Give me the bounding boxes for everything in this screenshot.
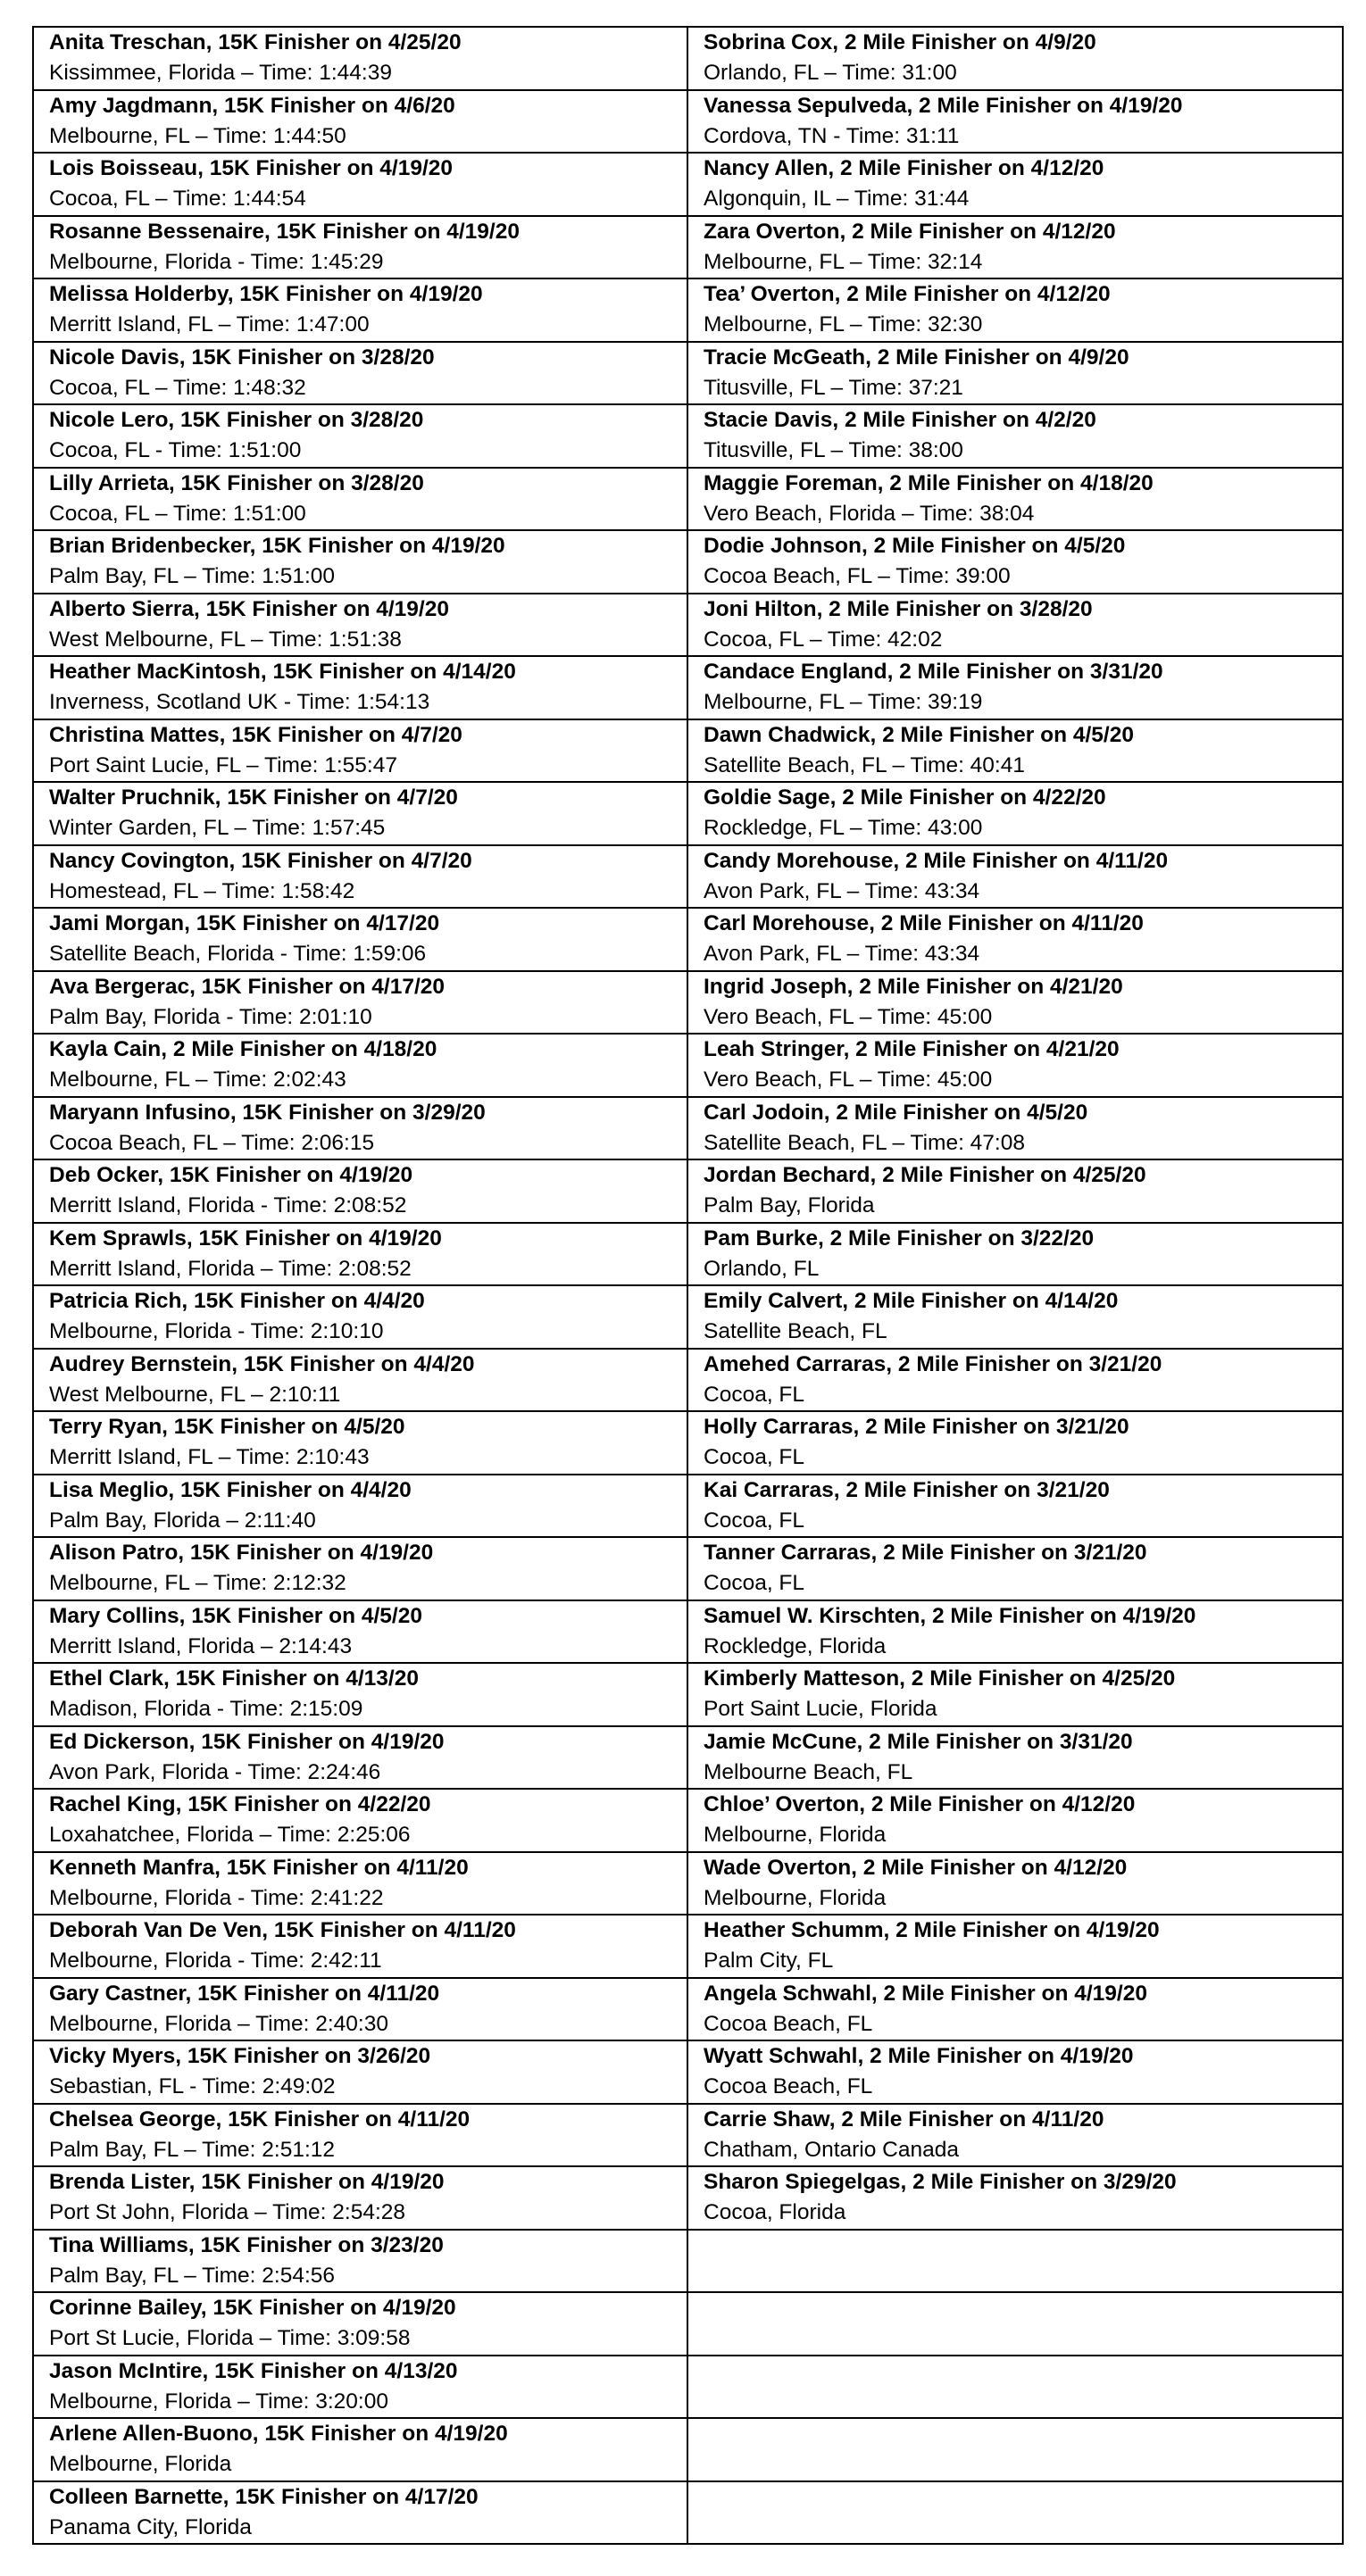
right-finisher-cell bbox=[687, 2104, 1343, 2167]
finisher-name: Sobrina Cox, 2 Mile Finisher on 4/9/20 bbox=[704, 30, 1096, 55]
finisher-name: Jami Morgan, 15K Finisher on 4/17/20 bbox=[49, 911, 440, 936]
table-row bbox=[33, 1663, 1343, 1726]
table-row bbox=[33, 404, 1343, 468]
right-finisher-cell bbox=[687, 216, 1343, 279]
table-row bbox=[33, 1600, 1343, 1664]
finisher-name: Lilly Arrieta, 15K Finisher on 3/28/20 bbox=[49, 470, 424, 495]
finisher-location-time: Cordova, TN - Time: 31:11 bbox=[704, 123, 960, 148]
finisher-location-time: Titusville, FL – Time: 38:00 bbox=[704, 438, 963, 463]
left-finisher-cell bbox=[33, 1789, 687, 1852]
finisher-name: Zara Overton, 2 Mile Finisher on 4/12/20 bbox=[704, 219, 1116, 244]
finisher-name: Ed Dickerson, 15K Finisher on 4/19/20 bbox=[49, 1729, 445, 1754]
right-empty-cell bbox=[687, 2292, 1343, 2356]
finisher-location-time: Cocoa, FL – Time: 1:44:54 bbox=[49, 187, 306, 212]
table-row bbox=[33, 153, 1343, 216]
right-finisher-cell bbox=[687, 530, 1343, 594]
finisher-name: Pam Burke, 2 Mile Finisher on 3/22/20 bbox=[704, 1226, 1095, 1251]
table-row bbox=[33, 27, 1343, 90]
finisher-location-time: Madison, Florida - Time: 2:15:09 bbox=[49, 1697, 363, 1722]
left-finisher-cell bbox=[33, 656, 687, 719]
finisher-name: Brian Bridenbecker, 15K Finisher on 4/19/20 bbox=[49, 534, 505, 559]
finisher-location-time: Melbourne, Florida bbox=[704, 1823, 887, 1848]
right-finisher-cell bbox=[687, 1159, 1343, 1223]
finisher-name: Lois Boisseau, 15K Finisher on 4/19/20 bbox=[49, 156, 454, 181]
finisher-name: Christina Mattes, 15K Finisher on 4/7/20 bbox=[49, 722, 462, 747]
left-finisher-cell bbox=[33, 342, 687, 405]
finisher-name: Terry Ryan, 15K Finisher on 4/5/20 bbox=[49, 1415, 405, 1440]
finisher-location-time: Satellite Beach, Florida - Time: 1:59:06 bbox=[49, 942, 427, 967]
right-finisher-cell bbox=[687, 1789, 1343, 1852]
left-finisher-cell bbox=[33, 1537, 687, 1600]
finisher-name: Brenda Lister, 15K Finisher on 4/19/20 bbox=[49, 2170, 445, 2195]
finisher-location-time: Melbourne, Florida - Time: 2:41:22 bbox=[49, 1885, 384, 1910]
finisher-location-time: Winter Garden, FL – Time: 1:57:45 bbox=[49, 816, 386, 841]
finisher-name: Jamie McCune, 2 Mile Finisher on 3/31/20 bbox=[704, 1729, 1133, 1754]
table-row bbox=[33, 2418, 1343, 2481]
table-row bbox=[33, 342, 1343, 405]
finisher-name: Mary Collins, 15K Finisher on 4/5/20 bbox=[49, 1603, 422, 1628]
left-finisher-cell bbox=[33, 1915, 687, 1978]
finisher-location-time: Titusville, FL – Time: 37:21 bbox=[704, 375, 963, 400]
finisher-location-time: Port Saint Lucie, Florida bbox=[704, 1697, 937, 1722]
finisher-name: Dodie Johnson, 2 Mile Finisher on 4/5/20 bbox=[704, 534, 1126, 559]
finisher-location-time: Palm Bay, Florida bbox=[704, 1193, 875, 1218]
right-empty-cell bbox=[687, 2230, 1343, 2293]
finisher-name: Deb Ocker, 15K Finisher on 4/19/20 bbox=[49, 1163, 413, 1188]
table-row bbox=[33, 1475, 1343, 1538]
finisher-location-time: Orlando, FL – Time: 31:00 bbox=[704, 61, 957, 86]
table-row bbox=[33, 782, 1343, 845]
finisher-name: Gary Castner, 15K Finisher on 4/11/20 bbox=[49, 1981, 440, 2006]
table-row bbox=[33, 1411, 1343, 1475]
right-finisher-cell bbox=[687, 1726, 1343, 1790]
right-finisher-cell bbox=[687, 782, 1343, 845]
finisher-name: Chelsea George, 15K Finisher on 4/11/20 bbox=[49, 2107, 471, 2131]
right-finisher-cell bbox=[687, 27, 1343, 90]
finishers-table-body bbox=[33, 27, 1343, 2544]
left-finisher-cell bbox=[33, 2040, 687, 2104]
right-finisher-cell bbox=[687, 1663, 1343, 1726]
right-finisher-cell bbox=[687, 153, 1343, 216]
finisher-location-time: Port St Lucie, Florida – Time: 3:09:58 bbox=[49, 2326, 411, 2351]
finisher-location-time: Vero Beach, FL – Time: 45:00 bbox=[704, 1004, 993, 1029]
finisher-location-time: Palm Bay, FL – Time: 1:51:00 bbox=[49, 564, 336, 589]
finisher-name: Kayla Cain, 2 Mile Finisher on 4/18/20 bbox=[49, 1037, 437, 1062]
finisher-name: Leah Stringer, 2 Mile Finisher on 4/21/20 bbox=[704, 1037, 1120, 1062]
finisher-name: Arlene Allen-Buono, 15K Finisher on 4/19/20 bbox=[49, 2422, 508, 2447]
left-finisher-cell bbox=[33, 971, 687, 1035]
table-row bbox=[33, 1097, 1343, 1160]
finisher-name: Dawn Chadwick, 2 Mile Finisher on 4/5/20 bbox=[704, 722, 1134, 747]
left-finisher-cell bbox=[33, 2481, 687, 2545]
finisher-name: Rosanne Bessenaire, 15K Finisher on 4/19/20 bbox=[49, 219, 520, 244]
finisher-name: Audrey Bernstein, 15K Finisher on 4/4/20 bbox=[49, 1351, 475, 1376]
finisher-location-time: Satellite Beach, FL – Time: 47:08 bbox=[704, 1130, 1025, 1155]
finisher-name: Walter Pruchnik, 15K Finisher on 4/7/20 bbox=[49, 785, 458, 810]
right-finisher-cell bbox=[687, 1285, 1343, 1349]
left-finisher-cell bbox=[33, 153, 687, 216]
finisher-location-time: Melbourne, FL – Time: 39:19 bbox=[704, 690, 983, 715]
right-finisher-cell bbox=[687, 1537, 1343, 1600]
finisher-name: Nicole Davis, 15K Finisher on 3/28/20 bbox=[49, 345, 435, 370]
finisher-name: Melissa Holderby, 15K Finisher on 4/19/20 bbox=[49, 282, 483, 307]
finisher-name: Kem Sprawls, 15K Finisher on 4/19/20 bbox=[49, 1226, 442, 1251]
right-finisher-cell bbox=[687, 278, 1343, 342]
finisher-location-time: Cocoa, FL – Time: 1:51:00 bbox=[49, 501, 306, 526]
left-finisher-cell bbox=[33, 1411, 687, 1475]
right-finisher-cell bbox=[687, 1034, 1343, 1097]
finisher-name: Alison Patro, 15K Finisher on 4/19/20 bbox=[49, 1541, 434, 1566]
table-row bbox=[33, 1915, 1343, 1978]
finisher-name: Wyatt Schwahl, 2 Mile Finisher on 4/19/20 bbox=[704, 2044, 1134, 2069]
finisher-location-time: Avon Park, FL – Time: 43:34 bbox=[704, 942, 980, 967]
finisher-location-time: Orlando, FL bbox=[704, 1256, 820, 1281]
right-finisher-cell bbox=[687, 1475, 1343, 1538]
finisher-name: Kenneth Manfra, 15K Finisher on 4/11/20 bbox=[49, 1855, 469, 1880]
table-row bbox=[33, 594, 1343, 657]
left-finisher-cell bbox=[33, 1600, 687, 1664]
finisher-name: Tracie McGeath, 2 Mile Finisher on 4/9/20 bbox=[704, 345, 1129, 370]
finisher-name: Carl Morehouse, 2 Mile Finisher on 4/11/20 bbox=[704, 911, 1144, 936]
finisher-name: Tina Williams, 15K Finisher on 3/23/20 bbox=[49, 2232, 444, 2257]
finisher-location-time: West Melbourne, FL – Time: 1:51:38 bbox=[49, 627, 402, 652]
finisher-name: Carrie Shaw, 2 Mile Finisher on 4/11/20 bbox=[704, 2107, 1104, 2131]
finisher-location-time: Melbourne, Florida bbox=[49, 2452, 232, 2477]
left-finisher-cell bbox=[33, 908, 687, 971]
right-finisher-cell bbox=[687, 908, 1343, 971]
finisher-name: Maggie Foreman, 2 Mile Finisher on 4/18/20 bbox=[704, 470, 1154, 495]
right-finisher-cell bbox=[687, 656, 1343, 719]
finisher-location-time: Cocoa, FL bbox=[704, 1445, 805, 1470]
finisher-location-time: Chatham, Ontario Canada bbox=[704, 2137, 959, 2162]
right-empty-cell bbox=[687, 2418, 1343, 2481]
finisher-location-time: Melbourne, FL – Time: 32:14 bbox=[704, 249, 983, 274]
finisher-name: Wade Overton, 2 Mile Finisher on 4/12/20 bbox=[704, 1855, 1128, 1880]
table-row bbox=[33, 2356, 1343, 2419]
finisher-name: Candy Morehouse, 2 Mile Finisher on 4/11/20 bbox=[704, 848, 1169, 873]
right-finisher-cell bbox=[687, 1349, 1343, 1412]
table-row bbox=[33, 1726, 1343, 1790]
finisher-location-time: Merritt Island, Florida - Time: 2:08:52 bbox=[49, 1193, 407, 1218]
finisher-name: Kai Carraras, 2 Mile Finisher on 3/21/20 bbox=[704, 1477, 1110, 1502]
left-finisher-cell bbox=[33, 1663, 687, 1726]
finisher-name: Kimberly Matteson, 2 Mile Finisher on 4/25/20 bbox=[704, 1666, 1176, 1691]
finisher-location-time: Palm Bay, Florida - Time: 2:01:10 bbox=[49, 1004, 372, 1029]
finisher-location-time: Cocoa, FL bbox=[704, 1571, 805, 1596]
finisher-name: Joni Hilton, 2 Mile Finisher on 3/28/20 bbox=[704, 596, 1093, 621]
left-finisher-cell bbox=[33, 1852, 687, 1915]
finisher-location-time: Cocoa, FL - Time: 1:51:00 bbox=[49, 438, 302, 463]
finisher-location-time: Port Saint Lucie, FL – Time: 1:55:47 bbox=[49, 752, 397, 777]
left-finisher-cell bbox=[33, 1726, 687, 1790]
table-row bbox=[33, 1349, 1343, 1412]
finisher-location-time: Palm Bay, FL – Time: 2:51:12 bbox=[49, 2137, 336, 2162]
table-row bbox=[33, 1285, 1343, 1349]
finisher-location-time: Satellite Beach, FL – Time: 40:41 bbox=[704, 752, 1025, 777]
finisher-location-time: Melbourne, Florida - Time: 2:42:11 bbox=[49, 1949, 382, 1974]
finisher-name: Jason McIntire, 15K Finisher on 4/13/20 bbox=[49, 2358, 458, 2383]
finisher-name: Nancy Covington, 15K Finisher on 4/7/20 bbox=[49, 848, 472, 873]
finisher-location-time: Melbourne, FL – Time: 2:12:32 bbox=[49, 1571, 346, 1596]
finisher-name: Ava Bergerac, 15K Finisher on 4/17/20 bbox=[49, 974, 446, 999]
right-empty-cell bbox=[687, 2356, 1343, 2419]
finisher-location-time: Melbourne, Florida - Time: 2:10:10 bbox=[49, 1319, 384, 1344]
finisher-name: Alberto Sierra, 15K Finisher on 4/19/20 bbox=[49, 596, 449, 621]
left-finisher-cell bbox=[33, 530, 687, 594]
finisher-name: Chloe’ Overton, 2 Mile Finisher on 4/12/20 bbox=[704, 1792, 1136, 1817]
left-finisher-cell bbox=[33, 90, 687, 154]
table-row bbox=[33, 278, 1343, 342]
table-row bbox=[33, 908, 1343, 971]
right-finisher-cell bbox=[687, 719, 1343, 783]
table-row bbox=[33, 216, 1343, 279]
table-row bbox=[33, 845, 1343, 909]
finisher-location-time: Merritt Island, FL – Time: 1:47:00 bbox=[49, 312, 370, 337]
table-row bbox=[33, 2166, 1343, 2230]
right-finisher-cell bbox=[687, 1978, 1343, 2041]
table-row bbox=[33, 2292, 1343, 2356]
table-row bbox=[33, 1852, 1343, 1915]
table-row bbox=[33, 1159, 1343, 1223]
finisher-name: Corinne Bailey, 15K Finisher on 4/19/20 bbox=[49, 2296, 456, 2321]
table-row bbox=[33, 1223, 1343, 1286]
finisher-location-time: Port St John, Florida – Time: 2:54:28 bbox=[49, 2200, 406, 2225]
table-row bbox=[33, 719, 1343, 783]
finisher-location-time: Melbourne, Florida – Time: 3:20:00 bbox=[49, 2389, 388, 2414]
table-row bbox=[33, 971, 1343, 1035]
right-finisher-cell bbox=[687, 1223, 1343, 1286]
right-finisher-cell bbox=[687, 90, 1343, 154]
right-finisher-cell bbox=[687, 1097, 1343, 1160]
table-row bbox=[33, 1537, 1343, 1600]
finisher-name: Holly Carraras, 2 Mile Finisher on 3/21/20 bbox=[704, 1415, 1129, 1440]
left-finisher-cell bbox=[33, 1475, 687, 1538]
left-finisher-cell bbox=[33, 404, 687, 468]
right-finisher-cell bbox=[687, 1600, 1343, 1664]
finisher-location-time: Melbourne, FL – Time: 2:02:43 bbox=[49, 1068, 346, 1093]
finisher-location-time: Avon Park, Florida - Time: 2:24:46 bbox=[49, 1759, 381, 1784]
left-finisher-cell bbox=[33, 1223, 687, 1286]
left-finisher-cell bbox=[33, 1034, 687, 1097]
left-finisher-cell bbox=[33, 2356, 687, 2419]
finisher-name: Anita Treschan, 15K Finisher on 4/25/20 bbox=[49, 30, 462, 55]
finisher-name: Vanessa Sepulveda, 2 Mile Finisher on 4/19/20 bbox=[704, 93, 1183, 118]
finisher-name: Ethel Clark, 15K Finisher on 4/13/20 bbox=[49, 1666, 419, 1691]
finisher-location-time: Algonquin, IL – Time: 31:44 bbox=[704, 187, 970, 212]
left-finisher-cell bbox=[33, 594, 687, 657]
finisher-location-time: Loxahatchee, Florida – Time: 2:25:06 bbox=[49, 1823, 411, 1848]
finisher-name: Maryann Infusino, 15K Finisher on 3/29/20 bbox=[49, 1100, 486, 1125]
finisher-location-time: Cocoa, FL bbox=[704, 1382, 805, 1407]
finisher-location-time: Avon Park, FL – Time: 43:34 bbox=[704, 878, 980, 903]
finisher-name: Lisa Meglio, 15K Finisher on 4/4/20 bbox=[49, 1477, 412, 1502]
finisher-name: Amehed Carraras, 2 Mile Finisher on 3/21/20 bbox=[704, 1351, 1162, 1376]
left-finisher-cell bbox=[33, 1285, 687, 1349]
finisher-name: Carl Jodoin, 2 Mile Finisher on 4/5/20 bbox=[704, 1100, 1088, 1125]
table-row bbox=[33, 656, 1343, 719]
finisher-name: Emily Calvert, 2 Mile Finisher on 4/14/20 bbox=[704, 1289, 1119, 1314]
table-row bbox=[33, 2104, 1343, 2167]
left-finisher-cell bbox=[33, 2292, 687, 2356]
finisher-location-time: Melbourne, FL – Time: 32:30 bbox=[704, 312, 983, 337]
finisher-location-time: Panama City, Florida bbox=[49, 2514, 252, 2539]
right-finisher-cell bbox=[687, 2166, 1343, 2230]
table-row bbox=[33, 2230, 1343, 2293]
right-finisher-cell bbox=[687, 1915, 1343, 1978]
table-row bbox=[33, 1978, 1343, 2041]
right-finisher-cell bbox=[687, 342, 1343, 405]
right-finisher-cell bbox=[687, 404, 1343, 468]
right-finisher-cell bbox=[687, 1852, 1343, 1915]
right-finisher-cell bbox=[687, 2040, 1343, 2104]
left-finisher-cell bbox=[33, 1978, 687, 2041]
table-row bbox=[33, 2481, 1343, 2545]
finisher-location-time: Homestead, FL – Time: 1:58:42 bbox=[49, 878, 355, 903]
finisher-location-time: Rockledge, Florida bbox=[704, 1633, 887, 1658]
finisher-name: Amy Jagdmann, 15K Finisher on 4/6/20 bbox=[49, 93, 455, 118]
finisher-name: Jordan Bechard, 2 Mile Finisher on 4/25/20 bbox=[704, 1163, 1146, 1188]
finisher-location-time: Rockledge, FL – Time: 43:00 bbox=[704, 816, 983, 841]
finisher-name: Angela Schwahl, 2 Mile Finisher on 4/19/20 bbox=[704, 1981, 1147, 2006]
finisher-location-time: Palm Bay, FL – Time: 2:54:56 bbox=[49, 2263, 336, 2288]
right-empty-cell bbox=[687, 2481, 1343, 2545]
finisher-location-time: Vero Beach, FL – Time: 45:00 bbox=[704, 1068, 993, 1093]
table-row bbox=[33, 1034, 1343, 1097]
finisher-location-time: Merritt Island, Florida – 2:14:43 bbox=[49, 1633, 353, 1658]
left-finisher-cell bbox=[33, 719, 687, 783]
table-row bbox=[33, 90, 1343, 154]
finisher-location-time: Palm Bay, Florida – 2:11:40 bbox=[49, 1508, 316, 1533]
finisher-name: Nancy Allen, 2 Mile Finisher on 4/12/20 bbox=[704, 156, 1104, 181]
finisher-name: Nicole Lero, 15K Finisher on 3/28/20 bbox=[49, 408, 424, 433]
left-finisher-cell bbox=[33, 2166, 687, 2230]
left-finisher-cell bbox=[33, 468, 687, 531]
right-finisher-cell bbox=[687, 971, 1343, 1035]
finishers-table bbox=[32, 26, 1344, 2545]
finisher-location-time: Cocoa Beach, FL bbox=[704, 2074, 873, 2099]
finisher-location-time: Melbourne, Florida - Time: 1:45:29 bbox=[49, 249, 384, 274]
finisher-location-time: Cocoa Beach, FL bbox=[704, 2011, 873, 2036]
finisher-name: Vicky Myers, 15K Finisher on 3/26/20 bbox=[49, 2044, 431, 2069]
finisher-name: Tanner Carraras, 2 Mile Finisher on 3/21/20 bbox=[704, 1541, 1147, 1566]
left-finisher-cell bbox=[33, 2104, 687, 2167]
left-finisher-cell bbox=[33, 27, 687, 90]
finisher-location-time: Cocoa, FL – Time: 1:48:32 bbox=[49, 375, 306, 400]
finisher-location-time: Melbourne Beach, FL bbox=[704, 1759, 913, 1784]
finisher-location-time: Cocoa, Florida bbox=[704, 2200, 846, 2225]
finisher-location-time: Melbourne, Florida – Time: 2:40:30 bbox=[49, 2011, 388, 2036]
finisher-name: Stacie Davis, 2 Mile Finisher on 4/2/20 bbox=[704, 408, 1096, 433]
right-finisher-cell bbox=[687, 845, 1343, 909]
finisher-location-time: Vero Beach, Florida – Time: 38:04 bbox=[704, 501, 1035, 526]
table-row bbox=[33, 1789, 1343, 1852]
finisher-location-time: Merritt Island, Florida – Time: 2:08:52 bbox=[49, 1256, 412, 1281]
finisher-location-time: West Melbourne, FL – 2:10:11 bbox=[49, 1382, 341, 1407]
finisher-location-time: Cocoa, FL bbox=[704, 1508, 805, 1533]
right-finisher-cell bbox=[687, 594, 1343, 657]
left-finisher-cell bbox=[33, 216, 687, 279]
finisher-location-time: Melbourne, Florida bbox=[704, 1885, 887, 1910]
finisher-name: Patricia Rich, 15K Finisher on 4/4/20 bbox=[49, 1289, 425, 1314]
right-finisher-cell bbox=[687, 468, 1343, 531]
left-finisher-cell bbox=[33, 1159, 687, 1223]
left-finisher-cell bbox=[33, 845, 687, 909]
finisher-name: Ingrid Joseph, 2 Mile Finisher on 4/21/20 bbox=[704, 974, 1123, 999]
table-row bbox=[33, 468, 1343, 531]
finisher-name: Tea’ Overton, 2 Mile Finisher on 4/12/20 bbox=[704, 282, 1111, 307]
finisher-location-time: Merritt Island, FL – Time: 2:10:43 bbox=[49, 1445, 370, 1470]
finisher-name: Heather MacKintosh, 15K Finisher on 4/14/20 bbox=[49, 660, 516, 685]
finisher-location-time: Inverness, Scotland UK - Time: 1:54:13 bbox=[49, 690, 430, 715]
finisher-name: Candace England, 2 Mile Finisher on 3/31/20 bbox=[704, 660, 1163, 685]
right-finisher-cell bbox=[687, 1411, 1343, 1475]
finisher-location-time: Melbourne, FL – Time: 1:44:50 bbox=[49, 123, 346, 148]
finisher-location-time: Palm City, FL bbox=[704, 1949, 834, 1974]
finisher-name: Deborah Van De Ven, 15K Finisher on 4/11/20 bbox=[49, 1918, 516, 1943]
finisher-location-time: Cocoa, FL – Time: 42:02 bbox=[704, 627, 943, 652]
finisher-name: Sharon Spiegelgas, 2 Mile Finisher on 3/29/20 bbox=[704, 2170, 1177, 2195]
finisher-name: Samuel W. Kirschten, 2 Mile Finisher on 4/19/20 bbox=[704, 1603, 1196, 1628]
finisher-name: Colleen Barnette, 15K Finisher on 4/17/20 bbox=[49, 2484, 479, 2509]
finisher-location-time: Cocoa Beach, FL – Time: 39:00 bbox=[704, 564, 1011, 589]
left-finisher-cell bbox=[33, 782, 687, 845]
left-finisher-cell bbox=[33, 2230, 687, 2293]
left-finisher-cell bbox=[33, 2418, 687, 2481]
finisher-name: Heather Schumm, 2 Mile Finisher on 4/19/20 bbox=[704, 1918, 1160, 1943]
finisher-location-time: Sebastian, FL - Time: 2:49:02 bbox=[49, 2074, 336, 2099]
finisher-location-time: Kissimmee, Florida – Time: 1:44:39 bbox=[49, 61, 392, 86]
finisher-name: Rachel King, 15K Finisher on 4/22/20 bbox=[49, 1792, 431, 1817]
finisher-location-time: Satellite Beach, FL bbox=[704, 1319, 887, 1344]
table-row bbox=[33, 2040, 1343, 2104]
table-row bbox=[33, 530, 1343, 594]
finisher-location-time: Cocoa Beach, FL – Time: 2:06:15 bbox=[49, 1130, 375, 1155]
finisher-name: Goldie Sage, 2 Mile Finisher on 4/22/20 bbox=[704, 785, 1106, 810]
left-finisher-cell bbox=[33, 1097, 687, 1160]
left-finisher-cell bbox=[33, 1349, 687, 1412]
left-finisher-cell bbox=[33, 278, 687, 342]
